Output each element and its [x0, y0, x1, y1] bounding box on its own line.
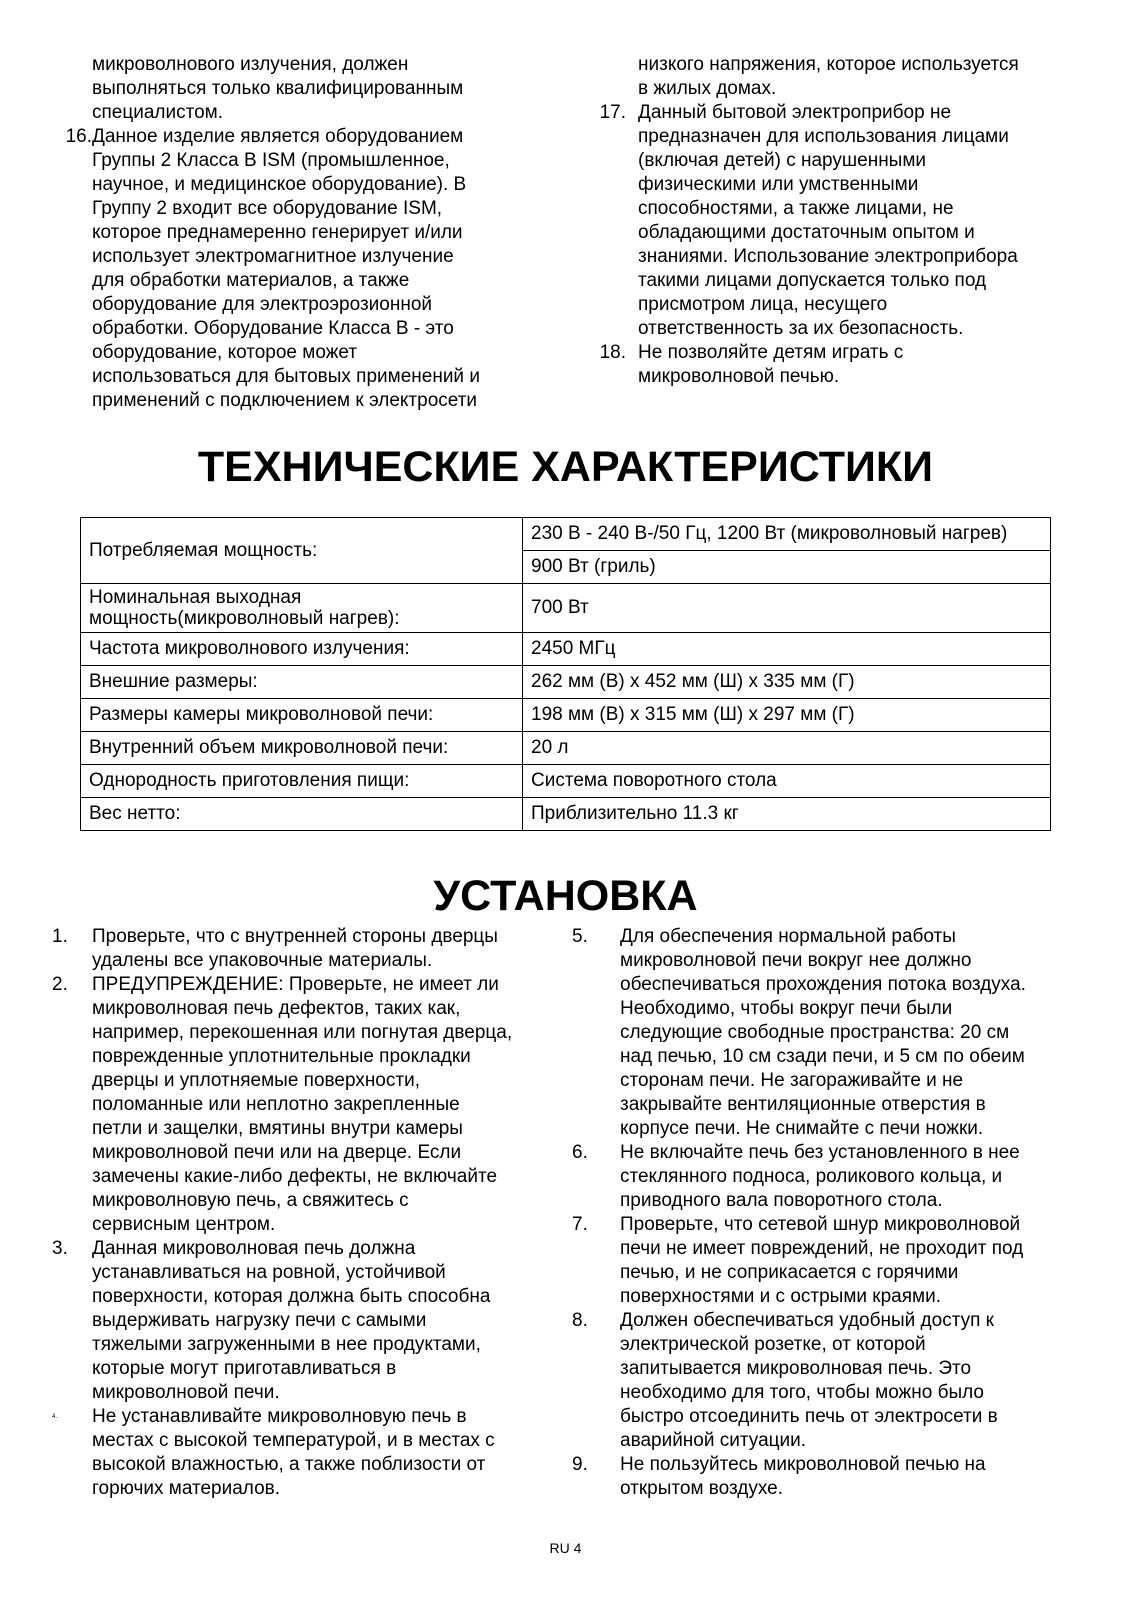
install-left-column [52, 925, 562, 1501]
item-number: 9. [572, 1454, 588, 1475]
text-line: Проверьте, что с внутренней стороны дверцы [92, 926, 498, 947]
install-right-column [572, 925, 1072, 1501]
text-line: корпусе печи. Не снимайте с печи ножки. [620, 1118, 984, 1139]
spec-label: Вес нетто: [81, 798, 523, 831]
text-line: использует электромагнитное излучение [92, 246, 454, 267]
spec-label-text: Номинальная выходная мощность(микроволновый нагрев): [89, 587, 400, 629]
item-number: 18. [599, 342, 626, 363]
list-item-4 [52, 1405, 562, 1501]
text-line: оборудование, которое может [92, 342, 358, 363]
spec-value: 198 мм (В) x 315 мм (Ш) x 297 мм (Г) [523, 699, 1051, 732]
text-line: поверхности, которая должна быть способна [92, 1286, 491, 1307]
table-row [81, 699, 1051, 732]
text-line: Группу 2 входит все оборудование ISM, [92, 198, 443, 219]
text-line: горючих материалов. [92, 1478, 281, 1499]
spec-label: Внутренний объем микроволновой печи: [81, 732, 523, 765]
text-line: например, перекошенная или погнутая дверца, [92, 1022, 513, 1043]
text-line: оборудование для электроэрозионной [92, 294, 432, 315]
table-row [81, 765, 1051, 798]
text-line: Проверьте, что сетевой шнур микроволновой [620, 1214, 1021, 1235]
text-line: знаниями. Использование электроприбора [638, 246, 1018, 267]
text-line: микроволновой печи вокруг нее должно [620, 950, 972, 971]
text-line: Данный бытовой электроприбор не [638, 102, 952, 123]
table-row [81, 518, 1051, 551]
list-item-18 [596, 341, 1096, 389]
spec-value: 20 л [523, 732, 1051, 765]
text-line: такими лицами допускается только под [638, 270, 987, 291]
text-line: низкого напряжения, которое используется [638, 54, 1019, 75]
install-heading: УСТАНОВКА [433, 872, 698, 920]
spec-heading: ТЕХНИЧЕСКИЕ ХАРАКТЕРИСТИКИ [197, 443, 934, 491]
list-item-8 [572, 1309, 1072, 1453]
text-line: Группы 2 Класса B ISM (промышленное, [92, 150, 450, 171]
text-line: Не пользуйтесь микроволновой печью на [620, 1454, 986, 1475]
text-line: присмотром лица, несущего [638, 294, 888, 315]
table-row [81, 798, 1051, 831]
item-number: 17. [599, 102, 626, 123]
table-row [81, 633, 1051, 666]
item-number: 8. [572, 1310, 588, 1331]
text-line: ответственность за их безопасность. [638, 318, 964, 339]
text-line: Необходимо, чтобы вокруг печи были [620, 998, 953, 1019]
text-line: использоваться для бытовых применений и [92, 366, 480, 387]
item-number: 5. [572, 926, 588, 947]
right-continuation [596, 53, 1096, 101]
spec-label: Потребляемая мощность: [81, 518, 523, 584]
text-line: микроволновой печью. [638, 366, 840, 387]
item-number: 3. [52, 1238, 68, 1259]
list-item-5 [572, 925, 1072, 1141]
list-item-3 [52, 1237, 562, 1405]
spec-label: Однородность приготовления пищи: [81, 765, 523, 798]
text-line: сервисным центром. [92, 1214, 276, 1235]
text-line: микроволновой печи или на дверце. Если [92, 1142, 462, 1163]
text-line: аварийной ситуации. [620, 1430, 807, 1451]
left-continuation [52, 53, 532, 125]
list-item-1 [52, 925, 562, 973]
list-item-7 [572, 1213, 1072, 1309]
text-line: быстро отсоединить печь от электросети в [620, 1406, 998, 1427]
text-line: стеклянного подноса, роликового кольца, и [620, 1166, 1003, 1187]
text-line: обеспечиваться прохождения потока воздуха. [620, 974, 1026, 995]
text-line: предназначен для использования лицами [638, 126, 1009, 147]
text-line: которые могут приготавливаться в [92, 1358, 397, 1379]
text-line: Для обеспечения нормальной работы [620, 926, 956, 947]
text-line: приводного вала поворотного стола. [620, 1190, 943, 1211]
table-row [81, 666, 1051, 699]
table-row [81, 584, 1051, 633]
spec-label [81, 584, 523, 633]
item-number: 4. [52, 1414, 58, 1420]
spec-value: 2450 МГц [523, 633, 1051, 666]
text-line: местах с высокой температурой, и в местах с [92, 1430, 495, 1451]
text-line: в жилых домах. [638, 78, 777, 99]
text-line: Не включайте печь без установленного в нее [620, 1142, 1020, 1163]
text-line: для обработки материалов, а также [92, 270, 410, 291]
text-line: выдерживать нагрузку печи с самыми [92, 1310, 427, 1331]
text-line: высокой влажностью, а также поблизости от [92, 1454, 486, 1475]
text-line: замечены какие-либо дефекты, не включайте [92, 1166, 498, 1187]
text-line: ПРЕДУПРЕЖДЕНИЕ: Проверьте, не имеет ли [92, 974, 499, 995]
text-line: Должен обеспечиваться удобный доступ к [620, 1310, 994, 1331]
spec-label: Частота микроволнового излучения: [81, 633, 523, 666]
top-right-column [596, 53, 1096, 389]
text-line: необходимо для того, чтобы можно было [620, 1382, 984, 1403]
list-item-6 [572, 1141, 1072, 1213]
text-line: тяжелыми загруженными в нее продуктами, [92, 1334, 481, 1355]
text-line: обладающими достаточным опытом и [638, 222, 975, 243]
spec-value: 900 Вт (гриль) [523, 551, 1051, 584]
text-line: печью, и не соприкасается с горячими [620, 1262, 959, 1283]
list-item-9 [572, 1453, 1072, 1501]
text-line: Данная микроволновая печь должна [92, 1238, 416, 1259]
spec-value: 230 В - 240 В-/50 Гц, 1200 Вт (микроволновый нагрев) [523, 518, 1051, 551]
text-line: устанавливаться на ровной, устойчивой [92, 1262, 446, 1283]
text-line: которое преднамеренно генерирует и/или [92, 222, 463, 243]
text-line: сторонам печи. Не загораживайте и не [620, 1070, 964, 1091]
text-line: выполняться только квалифицированным [92, 78, 464, 99]
page-number: RU 4 [549, 1540, 582, 1556]
item-number: 6. [572, 1142, 588, 1163]
text-line: Данное изделие является оборудованием [92, 126, 464, 147]
top-left-column [52, 53, 532, 413]
text-line: следующие свободные пространства: 20 см [620, 1022, 1010, 1043]
text-line: удалены все упаковочные материалы. [92, 950, 433, 971]
text-line: способностями, а также лицами, не [638, 198, 954, 219]
text-line: дверцы и уплотняемые поверхности, [92, 1070, 420, 1091]
item-number: 2. [52, 974, 68, 995]
spec-value: Система поворотного стола [523, 765, 1051, 798]
text-line: микроволновой печи. [92, 1382, 280, 1403]
text-line: (включая детей) с нарушенными [638, 150, 927, 171]
text-line: запитывается микроволновая печь. Это [620, 1358, 972, 1379]
text-line: поверхностями и с острыми краями. [620, 1286, 941, 1307]
text-line: Не позволяйте детям играть с [638, 342, 904, 363]
text-line: специалистом. [92, 102, 224, 123]
text-line: над печью, 10 см сзади печи, и 5 см по обеим [620, 1046, 1025, 1067]
text-line: открытом воздухе. [620, 1478, 784, 1499]
text-line: микроволнового излучения, должен [92, 54, 409, 75]
text-line: применений с подключением к электросети [92, 390, 478, 411]
spec-label: Размеры камеры микроволновой печи: [81, 699, 523, 732]
list-item-16 [52, 125, 532, 413]
text-line: поврежденные уплотнительные прокладки [92, 1046, 471, 1067]
text-line: микроволновую печь, а свяжитесь с [92, 1190, 409, 1211]
text-line: закрывайте вентиляционные отверстия в [620, 1094, 986, 1115]
text-line: электрической розетке, от которой [620, 1334, 926, 1355]
spec-value: Приблизительно 11.3 кг [523, 798, 1051, 831]
text-line: микроволновая печь дефектов, таких как, [92, 998, 461, 1019]
text-line: поломанные или неплотно закрепленные [92, 1094, 460, 1115]
spec-value: 262 мм (В) x 452 мм (Ш) x 335 мм (Г) [523, 666, 1051, 699]
text-line: петли и защелки, вмятины внутри камеры [92, 1118, 463, 1139]
list-item-2 [52, 973, 562, 1237]
item-number: 7. [572, 1214, 588, 1235]
item-number: 1. [52, 926, 68, 947]
table-row [81, 732, 1051, 765]
text-line: обработки. Оборудование Класса В - это [92, 318, 454, 339]
text-line: физическими или умственными [638, 174, 919, 195]
spec-label: Внешние размеры: [81, 666, 523, 699]
item-number: 16. [65, 126, 92, 147]
list-item-17 [596, 101, 1096, 341]
text-line: печи не имеет повреждений, не проходит под [620, 1238, 1024, 1259]
text-line: научное, и медицинское оборудование). В [92, 174, 467, 195]
text-line: Не устанавливайте микроволновую печь в [92, 1406, 467, 1427]
spec-table [80, 517, 1051, 831]
spec-value: 700 Вт [523, 584, 1051, 633]
